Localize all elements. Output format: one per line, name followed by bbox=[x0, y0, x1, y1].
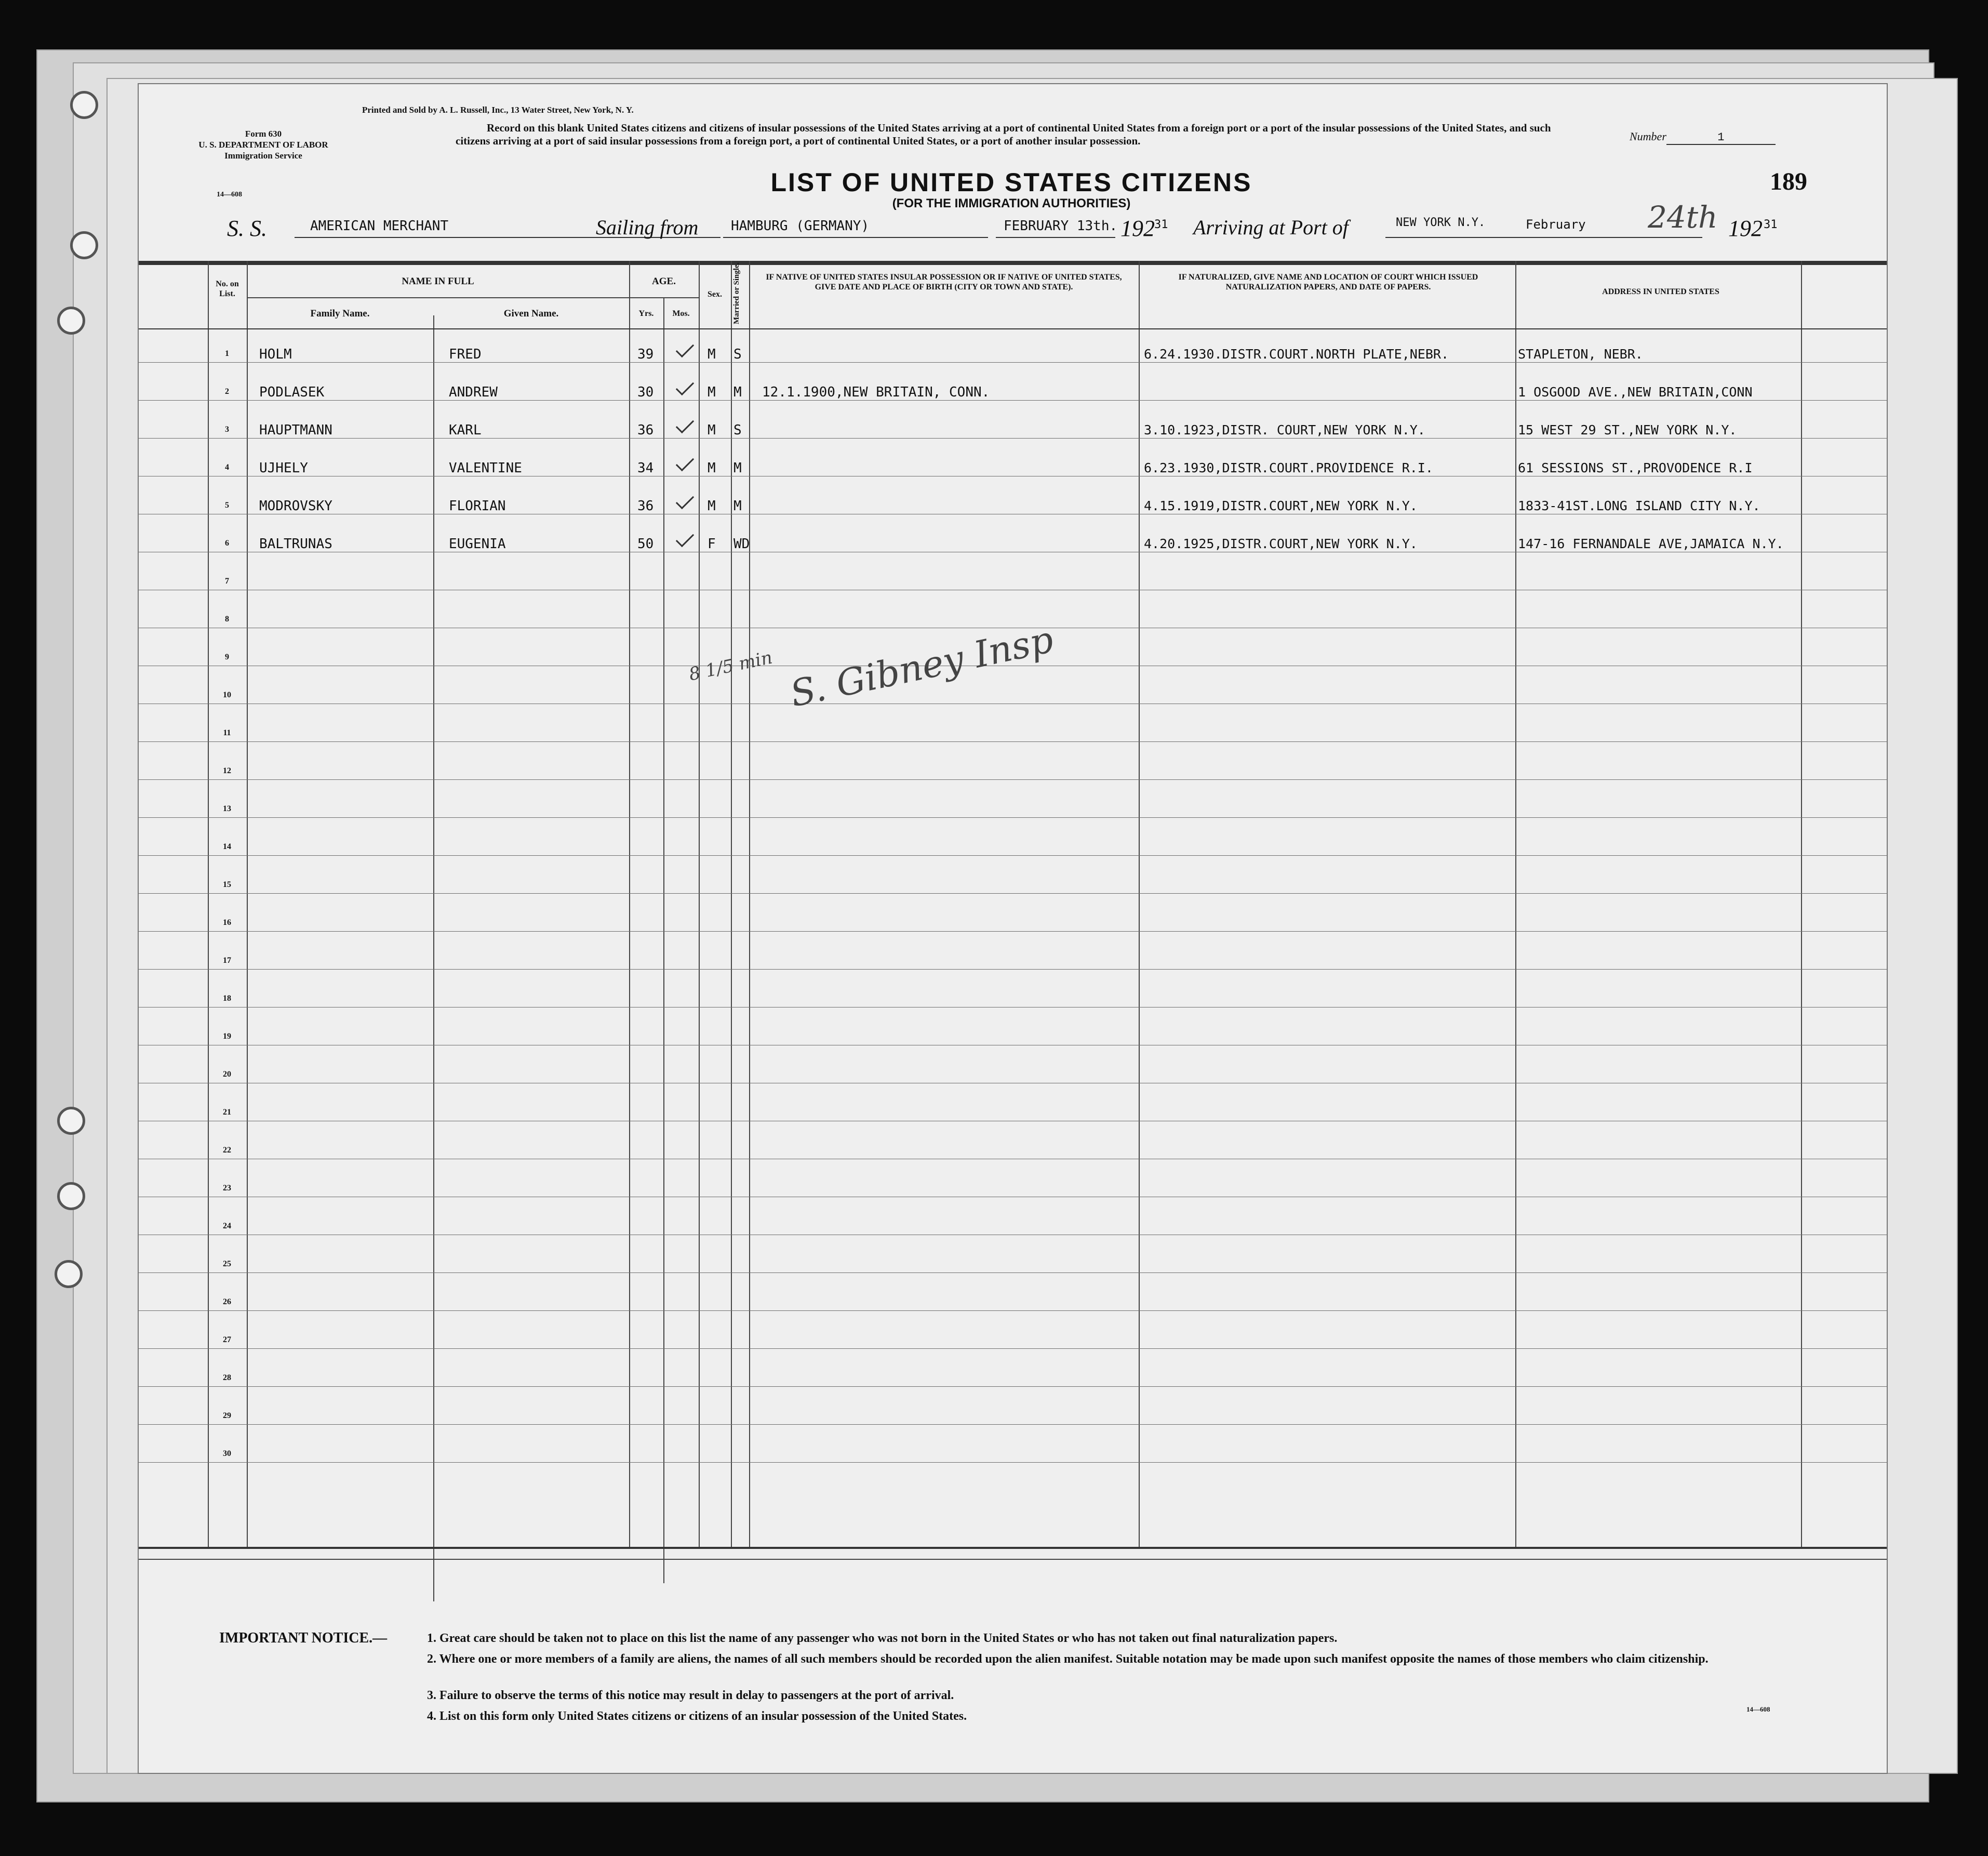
naturalization-details: 4.20.1925,DISTR.COURT,NEW YORK N.Y. bbox=[1144, 536, 1418, 551]
row-number: 6 bbox=[225, 539, 229, 548]
header-given-name: Given Name. bbox=[503, 308, 559, 319]
family-name: UJHELY bbox=[259, 460, 308, 476]
age-years: 50 bbox=[637, 536, 654, 552]
ss-label: S. S. bbox=[227, 216, 267, 241]
sailing-label: Sailing from bbox=[596, 216, 699, 239]
binder-hole bbox=[55, 1260, 83, 1288]
naturalization-details: 4.15.1919,DISTR.COURT,NEW YORK N.Y. bbox=[1144, 498, 1418, 513]
header-no: No. on List. bbox=[216, 280, 239, 298]
binder-hole bbox=[70, 91, 98, 119]
handwritten-time-note: 8 1/5 min bbox=[687, 647, 775, 685]
sex: M bbox=[708, 422, 716, 438]
department-block bbox=[196, 128, 331, 161]
age-years: 34 bbox=[637, 460, 654, 476]
row-number: 30 bbox=[223, 1449, 231, 1458]
manifest-table bbox=[139, 261, 1887, 1570]
given-name: KARL bbox=[449, 422, 482, 438]
marital-status: M bbox=[733, 498, 742, 514]
header-address: ADDRESS IN UNITED STATES bbox=[1602, 287, 1719, 296]
row-number: 14 bbox=[223, 842, 231, 851]
check-mark bbox=[676, 415, 694, 433]
instruction-text: Record on this blank United States citizens and citizens of insular possessions of the United States arriving at a port of continental United States from a foreign port or a port of the insular possessions of the United States, and such citizens arriving at a port of said insular possessions from a foreign port, a port of continental United States, or a port of another insular possession. bbox=[456, 122, 1551, 147]
list-number bbox=[1630, 130, 1776, 145]
form-code-bottom: 14—608 bbox=[1746, 1705, 1770, 1713]
check-mark bbox=[676, 453, 694, 471]
row-number: 24 bbox=[223, 1222, 231, 1230]
service-name: Immigration Service bbox=[224, 151, 302, 161]
marital-status: S bbox=[733, 347, 742, 362]
sailing-year-printed: 192 bbox=[1120, 216, 1155, 241]
sailing-year-typed: 31 bbox=[1154, 218, 1168, 231]
row-rule bbox=[139, 362, 1887, 363]
given-name: FRED bbox=[449, 347, 482, 362]
row-number: 1 bbox=[225, 349, 229, 358]
given-name: VALENTINE bbox=[449, 460, 522, 476]
row-number: 9 bbox=[225, 653, 229, 661]
header-family-name: Family Name. bbox=[310, 308, 370, 319]
row-number: 29 bbox=[223, 1411, 231, 1420]
naturalization-details: 3.10.1923,DISTR. COURT,NEW YORK N.Y. bbox=[1144, 422, 1425, 438]
page-number: 189 bbox=[1770, 168, 1807, 195]
header-yrs: Yrs. bbox=[638, 309, 654, 318]
row-number: 15 bbox=[223, 880, 231, 889]
department-name: U. S. DEPARTMENT OF LABOR bbox=[198, 140, 328, 150]
given-name: FLORIAN bbox=[449, 498, 506, 514]
marital-status: M bbox=[733, 460, 742, 476]
sailing-date: FEBRUARY 13th. bbox=[1004, 218, 1118, 234]
header-mos: Mos. bbox=[672, 309, 690, 318]
header-naturalization: IF NATURALIZED, GIVE NAME AND LOCATION OF COURT WHICH ISSUED NATURALIZATION PAPERS, AND DATE OF PAPERS. bbox=[1178, 273, 1478, 291]
row-rule bbox=[139, 1348, 1887, 1349]
arrival-year-typed: 31 bbox=[1764, 218, 1778, 231]
sex: M bbox=[708, 385, 716, 400]
number-label: Number bbox=[1630, 130, 1666, 143]
notice-item-3: 3. Failure to observe the terms of this notice may result in delay to passengers at the port of arrival. bbox=[427, 1689, 954, 1702]
number-value: 1 bbox=[1666, 131, 1776, 145]
row-number: 16 bbox=[223, 918, 231, 927]
check-mark bbox=[676, 529, 694, 547]
header-married-single: Married or Single. bbox=[732, 262, 741, 324]
age-years: 30 bbox=[637, 385, 654, 400]
row-number: 20 bbox=[223, 1070, 231, 1079]
us-address: 1 OSGOOD AVE.,NEW BRITAIN,CONN bbox=[1518, 385, 1753, 400]
binder-hole bbox=[57, 1182, 85, 1210]
row-number: 12 bbox=[223, 766, 231, 775]
row-number: 17 bbox=[223, 956, 231, 965]
marital-status: M bbox=[733, 385, 742, 400]
age-years: 39 bbox=[637, 347, 654, 362]
row-rule bbox=[139, 969, 1887, 970]
sailing-port: HAMBURG (GERMANY) bbox=[731, 218, 870, 234]
sex: M bbox=[708, 347, 716, 362]
header-native-birthplace: IF NATIVE OF UNITED STATES INSULAR POSSESSION OR IF NATIVE OF UNITED STATES, GIVE DATE AND PLACE OF BIRTH (CITY OR TOWN AND STATE). bbox=[766, 273, 1122, 291]
row-number: 4 bbox=[225, 463, 229, 472]
birth-date-place: 12.1.1900,NEW BRITAIN, CONN. bbox=[762, 385, 990, 400]
naturalization-details: 6.24.1930.DISTR.COURT.NORTH PLATE,NEBR. bbox=[1144, 347, 1449, 362]
arrival-month: February bbox=[1526, 217, 1586, 232]
row-rule bbox=[139, 438, 1887, 439]
marital-status: WD bbox=[733, 536, 750, 552]
family-name: PODLASEK bbox=[259, 385, 325, 400]
row-number: 7 bbox=[225, 577, 229, 586]
us-address: 1833-41ST.LONG ISLAND CITY N.Y. bbox=[1518, 498, 1760, 513]
row-rule bbox=[139, 1272, 1887, 1273]
arrival-port: NEW YORK N.Y. bbox=[1396, 216, 1486, 229]
marital-status: S bbox=[733, 422, 742, 438]
form-code: 14—608 bbox=[217, 191, 242, 198]
us-address: 147-16 FERNANDALE AVE,JAMAICA N.Y. bbox=[1518, 536, 1784, 551]
row-rule bbox=[139, 893, 1887, 894]
manifest-sheet bbox=[138, 83, 1888, 1774]
given-name: EUGENIA bbox=[449, 536, 506, 552]
printer-imprint: Printed and Sold by A. L. Russell, Inc., 13 Water Street, New York, N. Y. bbox=[362, 105, 634, 115]
arrival-day: 24th bbox=[1648, 200, 1718, 235]
row-number: 26 bbox=[223, 1297, 231, 1306]
inspector-signature: S. Gibney Insp bbox=[786, 618, 1057, 715]
form-number: Form 630 bbox=[245, 129, 282, 139]
row-number: 10 bbox=[223, 691, 231, 699]
header-sex: Sex. bbox=[708, 290, 722, 299]
row-number: 23 bbox=[223, 1184, 231, 1192]
us-address: 15 WEST 29 ST.,NEW YORK N.Y. bbox=[1518, 422, 1737, 438]
ship-name: AMERICAN MERCHANT bbox=[310, 218, 449, 234]
row-number: 8 bbox=[225, 615, 229, 624]
page-subtitle: (FOR THE IMMIGRATION AUTHORITIES) bbox=[892, 196, 1131, 210]
row-number: 27 bbox=[223, 1335, 231, 1344]
notice-item-1: 1. Great care should be taken not to place on this list the name of any passenger who was not born in the United States or who has not taken out final naturalization papers. bbox=[427, 1632, 1338, 1645]
notice-item-4: 4. List on this form only United States citizens or citizens of an insular possession of the United States. bbox=[427, 1709, 967, 1723]
arriving-label: Arriving at Port of bbox=[1193, 216, 1349, 239]
page-title: LIST OF UNITED STATES CITIZENS bbox=[770, 168, 1252, 197]
check-mark bbox=[676, 339, 694, 357]
row-number: 11 bbox=[223, 728, 231, 737]
naturalization-details: 6.23.1930,DISTR.COURT.PROVIDENCE R.I. bbox=[1144, 460, 1433, 475]
row-number: 25 bbox=[223, 1260, 231, 1268]
binder-hole bbox=[57, 1107, 85, 1135]
sex: M bbox=[708, 498, 716, 514]
header-name-in-full: NAME IN FULL bbox=[402, 276, 474, 287]
row-rule bbox=[139, 1462, 1887, 1463]
row-number: 19 bbox=[223, 1032, 231, 1041]
binder-hole bbox=[57, 307, 85, 335]
age-years: 36 bbox=[637, 422, 654, 438]
row-rule bbox=[139, 931, 1887, 932]
header-age: AGE. bbox=[652, 276, 676, 287]
row-number: 13 bbox=[223, 804, 231, 813]
row-rule bbox=[139, 779, 1887, 780]
row-rule bbox=[139, 817, 1887, 818]
row-rule bbox=[139, 1310, 1887, 1311]
sex: F bbox=[708, 536, 716, 552]
family-name: HOLM bbox=[259, 347, 292, 362]
arrival-year-printed: 192 bbox=[1728, 216, 1763, 241]
row-rule bbox=[139, 741, 1887, 742]
row-rule bbox=[139, 400, 1887, 401]
check-mark bbox=[676, 377, 694, 395]
row-number: 3 bbox=[225, 425, 229, 434]
row-number: 28 bbox=[223, 1373, 231, 1382]
row-number: 18 bbox=[223, 994, 231, 1003]
sex: M bbox=[708, 460, 716, 476]
age-years: 36 bbox=[637, 498, 654, 514]
given-name: ANDREW bbox=[449, 385, 498, 400]
binder-hole bbox=[70, 231, 98, 259]
row-number: 2 bbox=[225, 387, 229, 396]
row-number: 21 bbox=[223, 1108, 231, 1117]
family-name: BALTRUNAS bbox=[259, 536, 332, 552]
row-rule bbox=[139, 1386, 1887, 1387]
notice-item-2: 2. Where one or more members of a family are aliens, the names of all such members should be recorded upon the alien manifest. Suitable notation may be made upon such manifest opposite the names of those members who claim citizenship. bbox=[427, 1652, 1709, 1666]
row-rule bbox=[139, 855, 1887, 856]
us-address: 61 SESSIONS ST.,PROVODENCE R.I bbox=[1518, 460, 1753, 475]
row-number: 5 bbox=[225, 501, 229, 510]
family-name: MODROVSKY bbox=[259, 498, 332, 514]
family-name: HAUPTMANN bbox=[259, 422, 332, 438]
notice-heading: IMPORTANT NOTICE.— bbox=[219, 1630, 388, 1646]
row-number: 22 bbox=[223, 1146, 231, 1155]
row-rule bbox=[139, 1424, 1887, 1425]
us-address: STAPLETON, NEBR. bbox=[1518, 347, 1643, 362]
check-mark bbox=[676, 491, 694, 509]
